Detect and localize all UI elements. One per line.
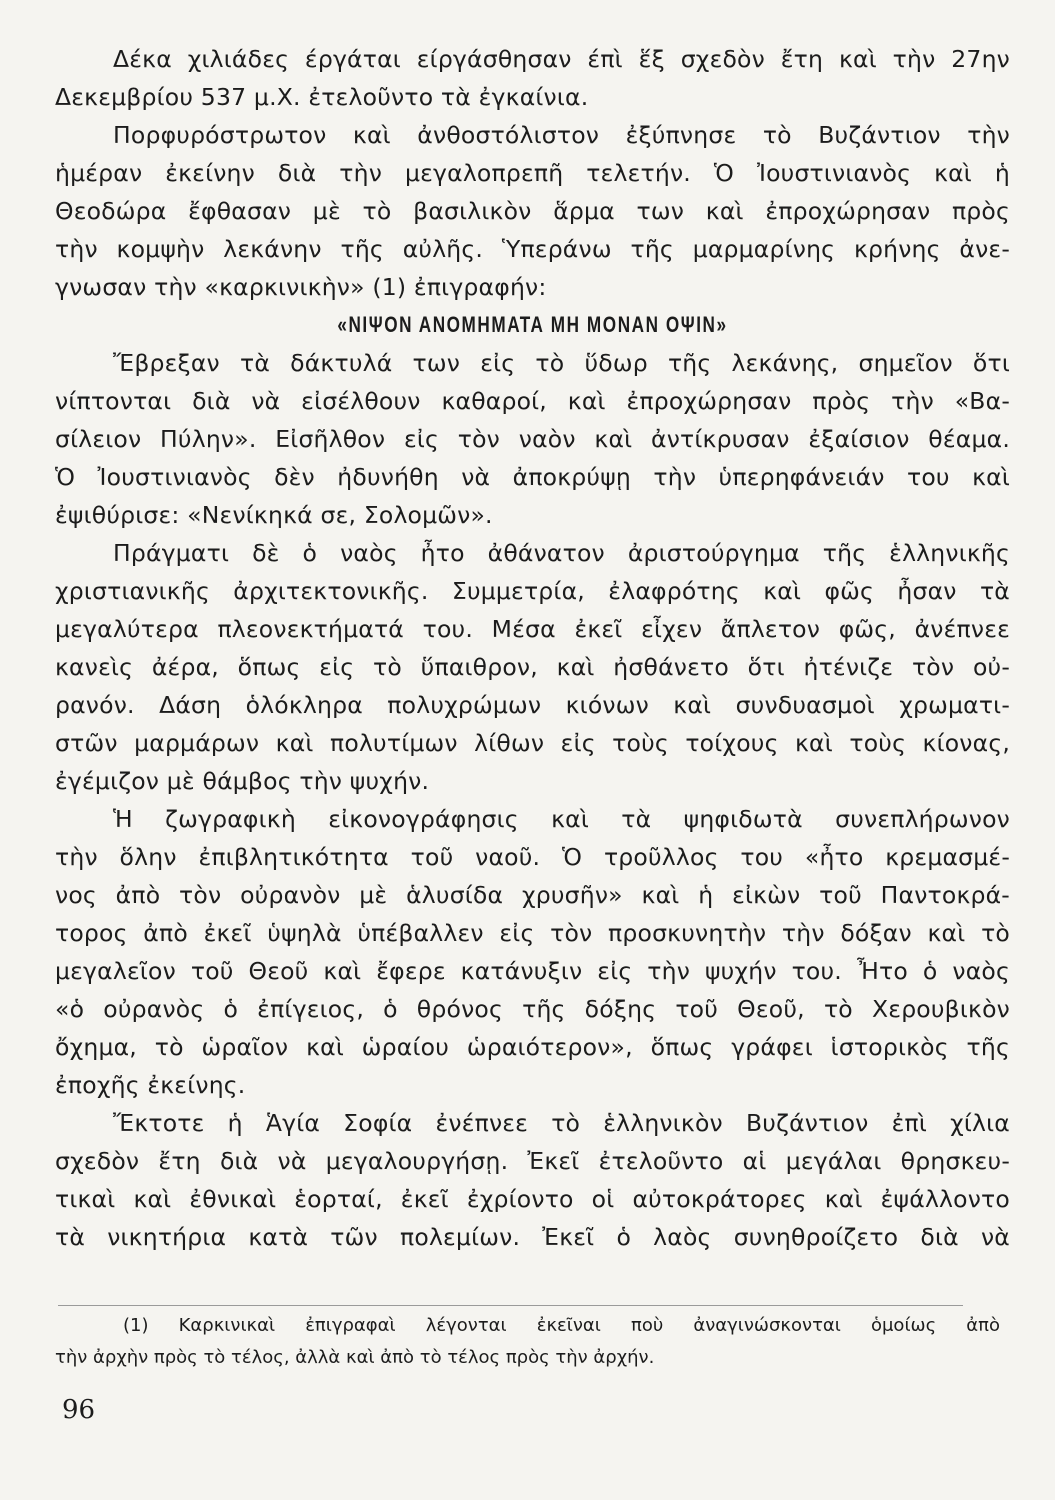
text-line: Ὁ Ἰουστινιανὸς δὲν ἠδυνήθη νὰ ἀποκρύψῃ τὴν ὑπερηφάνειάν του καὶ [55,463,1010,491]
text-line: τὴν κομψὴν λεκάνην τῆς αὐλῆς. Ὑπεράνω τῆς μαρμαρίνης κρήνης ἀνε- [55,235,1010,263]
text-line: τορος ἀπὸ ἐκεῖ ὑψηλὰ ὑπέβαλλεν εἰς τὸν προσκυνητὴν τὴν δόξαν καὶ τὸ [55,919,1010,947]
text-line: σίλειον Πύλην». Εἰσῆλθον εἰς τὸν ναὸν καὶ ἀντίκρυσαν ἐξαίσιον θέαμα. [55,425,1010,453]
text-line: Πορφυρόστρωτον καὶ ἀνθοστόλιστον ἐξύπνησε τὸ Βυζάντιον τὴν [113,121,1010,149]
text-line: Ἔβρεξαν τὰ δάκτυλά των εἰς τὸ ὕδωρ τῆς λεκάνης, σημεῖον ὅτι [113,349,1010,377]
footnote-line: (1) Καρκινικαὶ ἐπιγραφαὶ λέγονται ἐκεῖναι ποὺ ἀναγινώσκονται ὁμοίως ἀπὸ [123,1315,1000,1336]
text-line: γνωσαν τὴν «καρκινικὴν» (1) ἐπιγραφήν: [55,273,547,301]
footnote [55,1310,1000,1374]
text-line: Δεκεμβρίου 537 μ.Χ. ἐτελοῦντο τὰ ἐγκαίνια. [55,83,589,111]
text-line: Πράγματι δὲ ὁ ναὸς ἦτο ἀθάνατον ἀριστούργημα τῆς ἑλληνικῆς [113,539,1010,567]
text-line: ἐποχῆς ἐκείνης. [55,1071,246,1099]
text-line: χριστιανικῆς ἀρχιτεκτονικῆς. Συμμετρία, ἐλαφρότης καὶ φῶς ἦσαν τὰ [55,577,1010,605]
text-line: μεγαλεῖον τοῦ Θεοῦ καὶ ἔφερε κατάνυξιν εἰς τὴν ψυχήν του. Ἦτο ὁ ναὸς [55,957,1010,985]
text-line: στῶν μαρμάρων καὶ πολυτίμων λίθων εἰς τοὺς τοίχους καὶ τοὺς κίονας, [55,729,1010,757]
text-line: νος ἀπὸ τὸν οὐρανὸν μὲ ἁλυσίδα χρυσῆν» καὶ ἡ εἰκὼν τοῦ Παντοκρά- [55,881,1010,909]
inscription-heading: «ΝΙΨΟΝ ΑΝΟΜΗΜΑΤΑ ΜΗ ΜΟΝΑΝ ΟΨΙΝ» [337,312,728,337]
text-line: Ἡ ζωγραφικὴ εἰκονογράφησις καὶ τὰ ψηφιδωτὰ συνεπλήρωνον [113,805,1010,833]
text-line: σχεδὸν ἔτη διὰ νὰ μεγαλουργήσῃ. Ἐκεῖ ἐτελοῦντο αἱ μεγάλαι θρησκευ- [55,1147,1010,1175]
text-line: Ἔκτοτε ἡ Ἁγία Σοφία ἐνέπνεε τὸ ἑλληνικὸν Βυζάντιον ἐπὶ χίλια [113,1109,1010,1137]
text-line: Θεοδώρα ἔφθασαν μὲ τὸ βασιλικὸν ἅρμα των καὶ ἐπροχώρησαν πρὸς [55,197,1010,225]
text-line: ρανόν. Δάση ὁλόκληρα πολυχρώμων κιόνων καὶ συνδυασμοὶ χρωματι- [55,691,1010,719]
text-line: μεγαλύτερα πλεονεκτήματά του. Μέσα ἐκεῖ εἶχεν ἄπλετον φῶς, ἀνέπνεε [55,615,1010,643]
text-line: τὴν ὅλην ἐπιβλητικότητα τοῦ ναοῦ. Ὁ τροῦλλος του «ἦτο κρεμασμέ- [55,843,1010,871]
footnote-divider [58,1305,963,1306]
text-line: «ὁ οὐρανὸς ὁ ἐπίγειος, ὁ θρόνος τῆς δόξης τοῦ Θεοῦ, τὸ Χερουβικὸν [55,995,1010,1023]
text-line: ἐγέμιζον μὲ θάμβος τὴν ψυχήν. [55,767,430,795]
text-line: ὄχημα, τὸ ὡραῖον καὶ ὡραίου ὡραιότερον», ὅπως γράφει ἱστορικὸς τῆς [55,1033,1010,1061]
text-line: νίπτονται διὰ νὰ εἰσέλθουν καθαροί, καὶ ἐπροχώρησαν πρὸς τὴν «Βα- [55,387,1010,415]
body-text [55,40,1010,1256]
text-line: ἡμέραν ἐκείνην διὰ τὴν μεγαλοπρεπῆ τελετήν. Ὁ Ἰουστινιανὸς καὶ ἡ [55,159,1010,187]
text-line: Δέκα χιλιάδες έργάται είργάσθησαν έπὶ ἕξ σχεδὸν ἔτη καὶ τὴν 27ην [113,45,1010,73]
text-line: τικαὶ καὶ ἐθνικαὶ ἑορταί, ἐκεῖ ἐχρίοντο οἱ αὐτοκράτορες καὶ ἐψάλλοντο [55,1185,1010,1213]
footnote-line: τὴν ἀρχὴν πρὸς τὸ τέλος, ἀλλὰ καὶ ἀπὸ τὸ τέλος πρὸς τὴν ἀρχήν. [55,1347,655,1368]
text-line: κανεὶς ἀέρα, ὅπως εἰς τὸ ὕπαιθρον, καὶ ἠσθάνετο ὅτι ἠτένιζε τὸν οὐ- [55,653,1010,681]
text-line: τὰ νικητήρια κατὰ τῶν πολεμίων. Ἐκεῖ ὁ λαὸς συνηθροίζετο διὰ νὰ [55,1223,1010,1251]
text-line: ἐψιθύρισε: «Νενίκηκά σε, Σολομῶν». [55,501,493,529]
page-number: 96 [62,1395,96,1425]
